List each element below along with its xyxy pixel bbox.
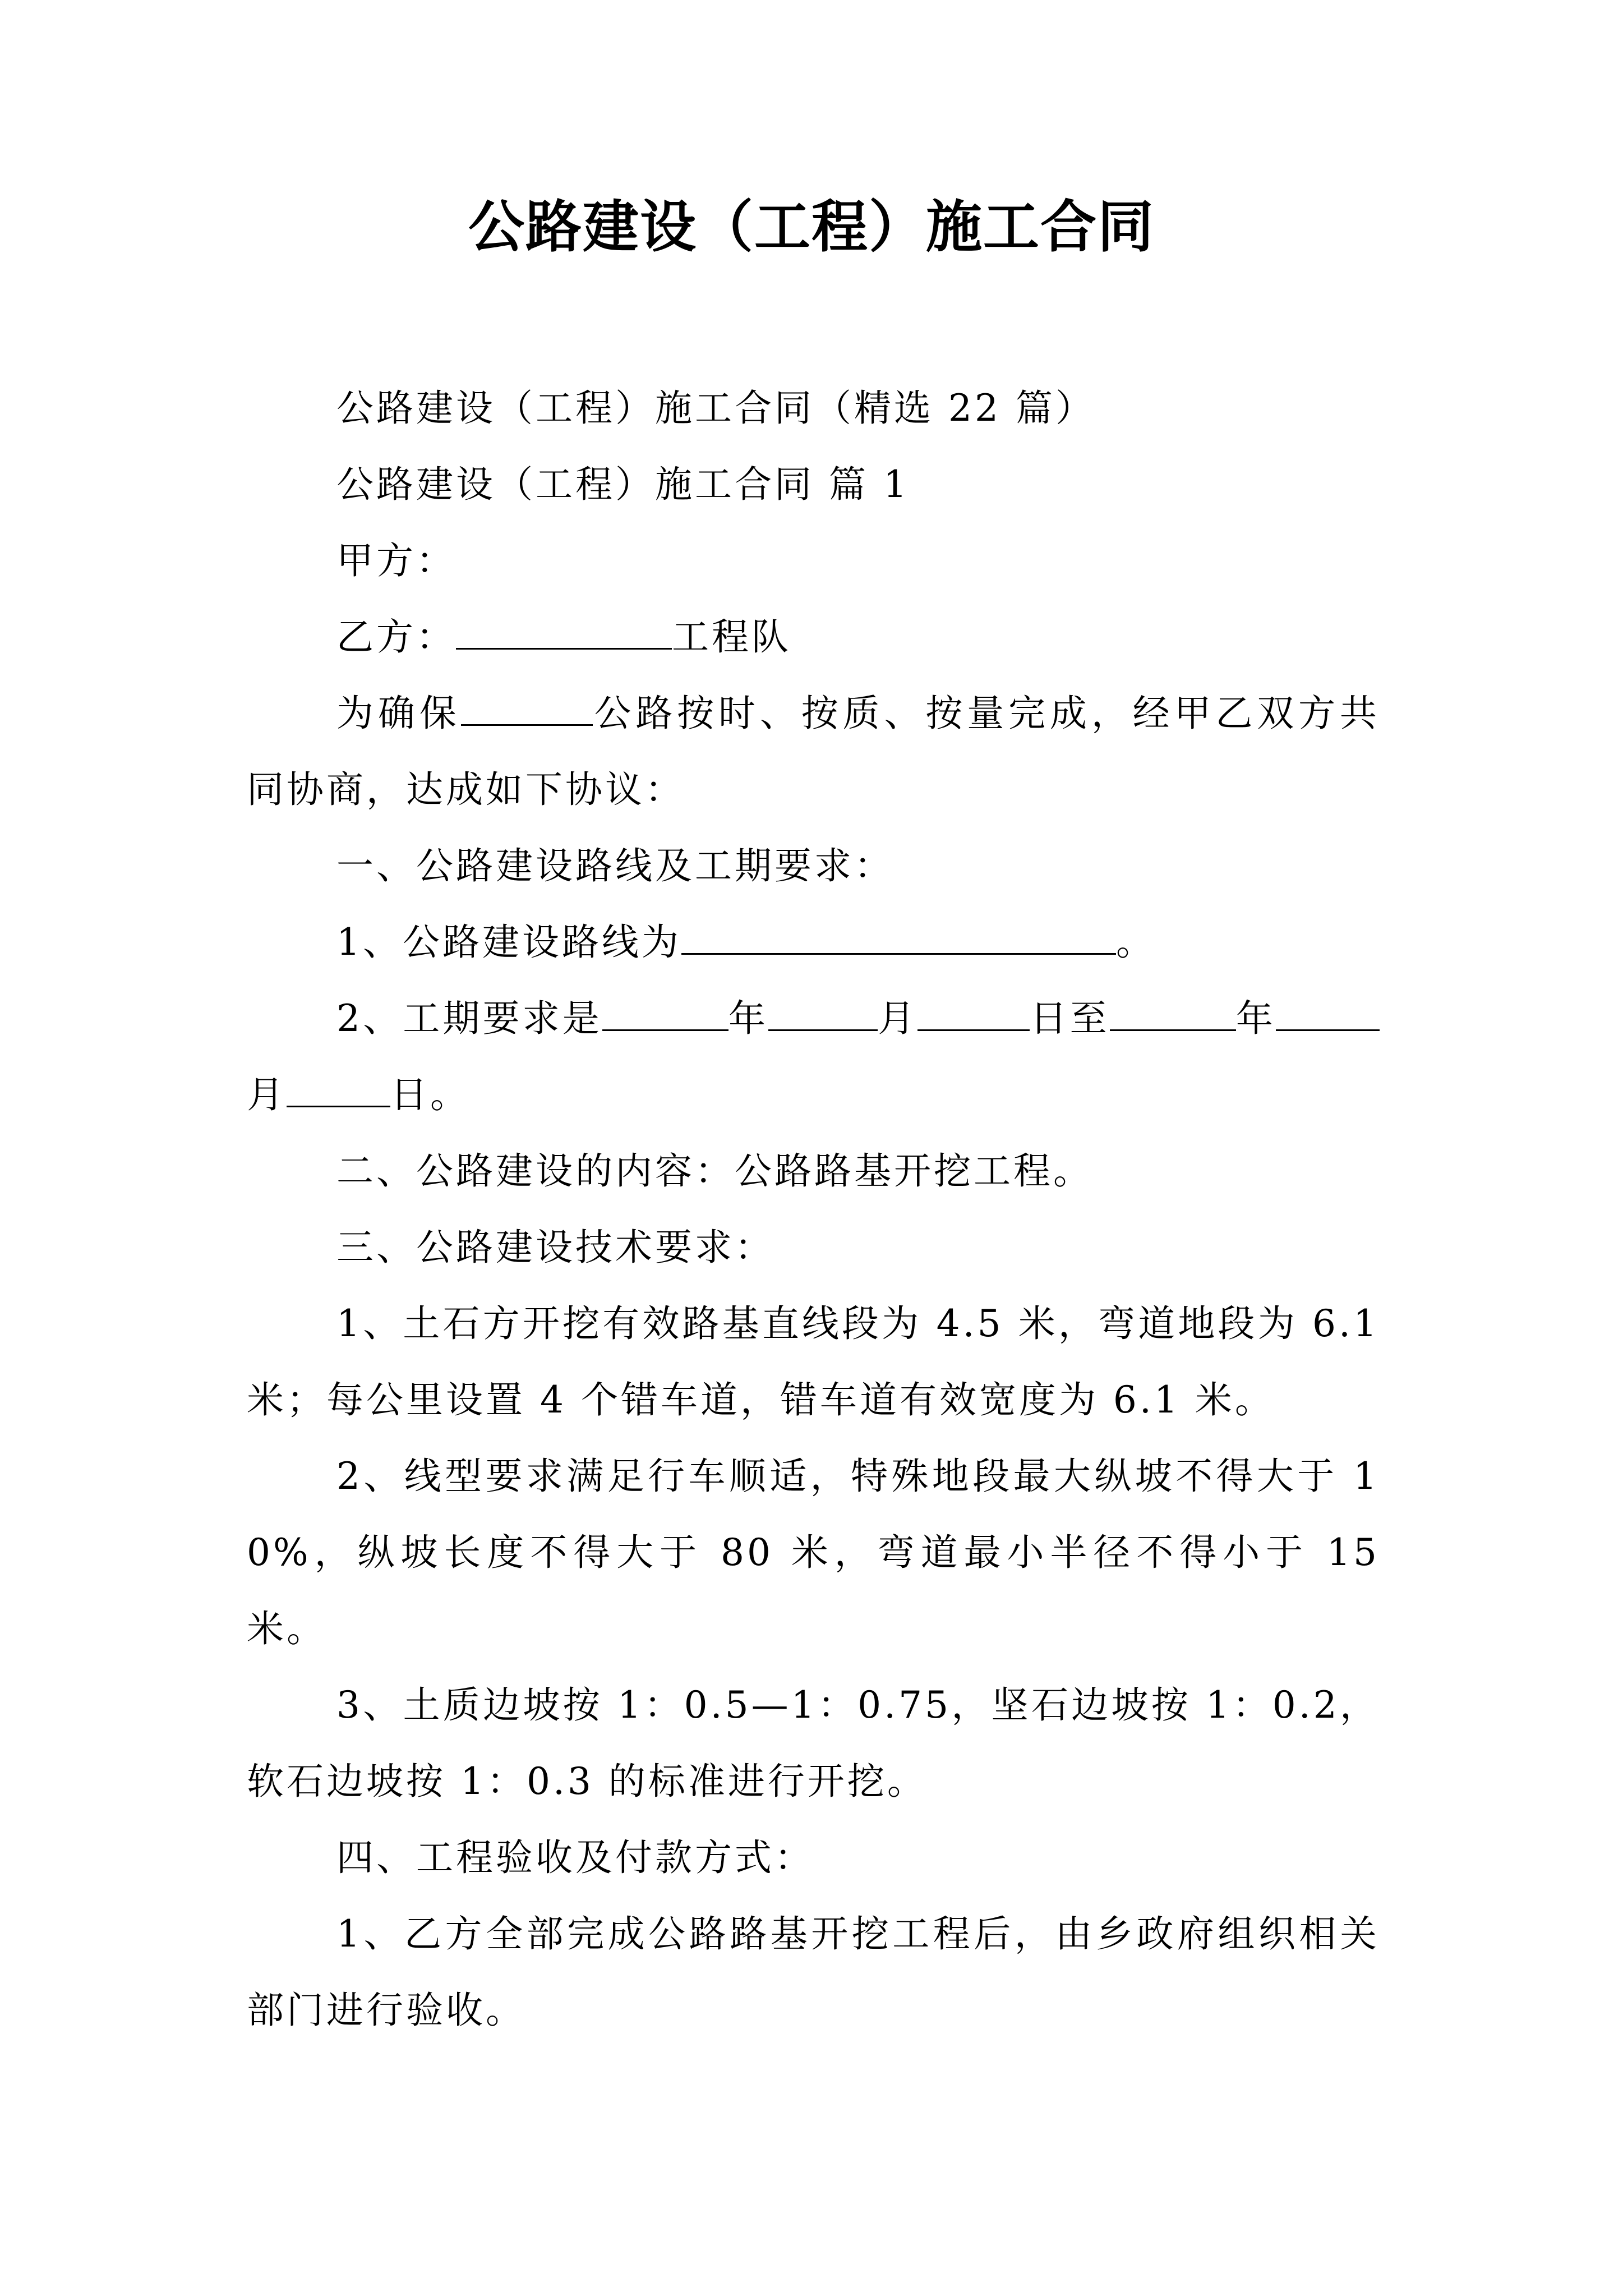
day-to-unit: 日至 (1030, 997, 1110, 1040)
article-4-item-1: 1、乙方全部完成公路路基开挖工程后，由乡政府组织相关部门进行验收。 (247, 1912, 1380, 2032)
route-end: 。 (1116, 921, 1156, 964)
start-year-blank (602, 996, 728, 1031)
article-1-item-1 (247, 904, 1380, 981)
intro-paragraph (247, 675, 1380, 828)
intro-post: 公路按时、按质、按量完成，经甲乙双方共同协商，达成如下协议： (247, 692, 1380, 811)
road-name-blank (461, 691, 593, 726)
start-month-blank (768, 996, 878, 1031)
party-b-label: 乙方： (336, 615, 456, 659)
article-3-item-2: 2、线型要求满足行车顺适，特殊地段最大纵坡不得大于 10%，纵坡长度不得大于 80 米，弯道最小半径不得小于 15 米。 (247, 1455, 1380, 1650)
party-b-suffix: 工程队 (672, 615, 791, 659)
schedule-label: 2、工期要求是 (336, 997, 602, 1040)
article-3-heading: 三、公路建设技术要求： (336, 1226, 774, 1269)
end-year-blank (1110, 996, 1236, 1031)
end-day-blank (287, 1072, 390, 1107)
article-1-item-2 (247, 981, 1380, 1133)
month-unit-end: 月 (247, 1073, 287, 1116)
document-subtitle: 公路建设（工程）施工合同（精选 22 篇） (336, 386, 1095, 430)
route-label: 1、公路建设路线为 (336, 921, 681, 964)
year-unit-end: 年 (1235, 997, 1276, 1040)
intro-pre: 为确保 (336, 692, 461, 735)
start-day-blank (917, 996, 1030, 1031)
month-unit: 月 (878, 997, 918, 1040)
route-blank (681, 919, 1116, 955)
end-month-blank (1276, 996, 1380, 1031)
year-unit: 年 (728, 997, 769, 1040)
party-b-blank (456, 614, 672, 650)
day-end-unit: 日。 (390, 1073, 470, 1116)
article-1-heading: 一、公路建设路线及工期要求： (336, 844, 894, 887)
article-2: 二、公路建设的内容：公路路基开挖工程。 (336, 1149, 1093, 1193)
article-3-item-1: 1、土石方开挖有效路基直线段为 4.5 米，弯道地段为 6.1 米；每公里设置 4 个错车道，错车道有效宽度为 6.1 米。 (247, 1302, 1380, 1421)
article-4-heading: 四、工程验收及付款方式： (336, 1836, 814, 1879)
article-3-item-3: 3、土质边坡按 1：0.5—1：0.75，坚石边坡按 1：0.2，软石边坡按 1：0.3 的标准进行开挖。 (247, 1683, 1380, 1803)
party-a-line: 甲方： (336, 539, 456, 582)
document-title: 公路建设（工程）施工合同 (468, 194, 1155, 260)
document-body (247, 370, 1380, 2049)
party-b-line (247, 599, 1380, 675)
section-heading: 公路建设（工程）施工合同 篇 1 (336, 463, 910, 506)
